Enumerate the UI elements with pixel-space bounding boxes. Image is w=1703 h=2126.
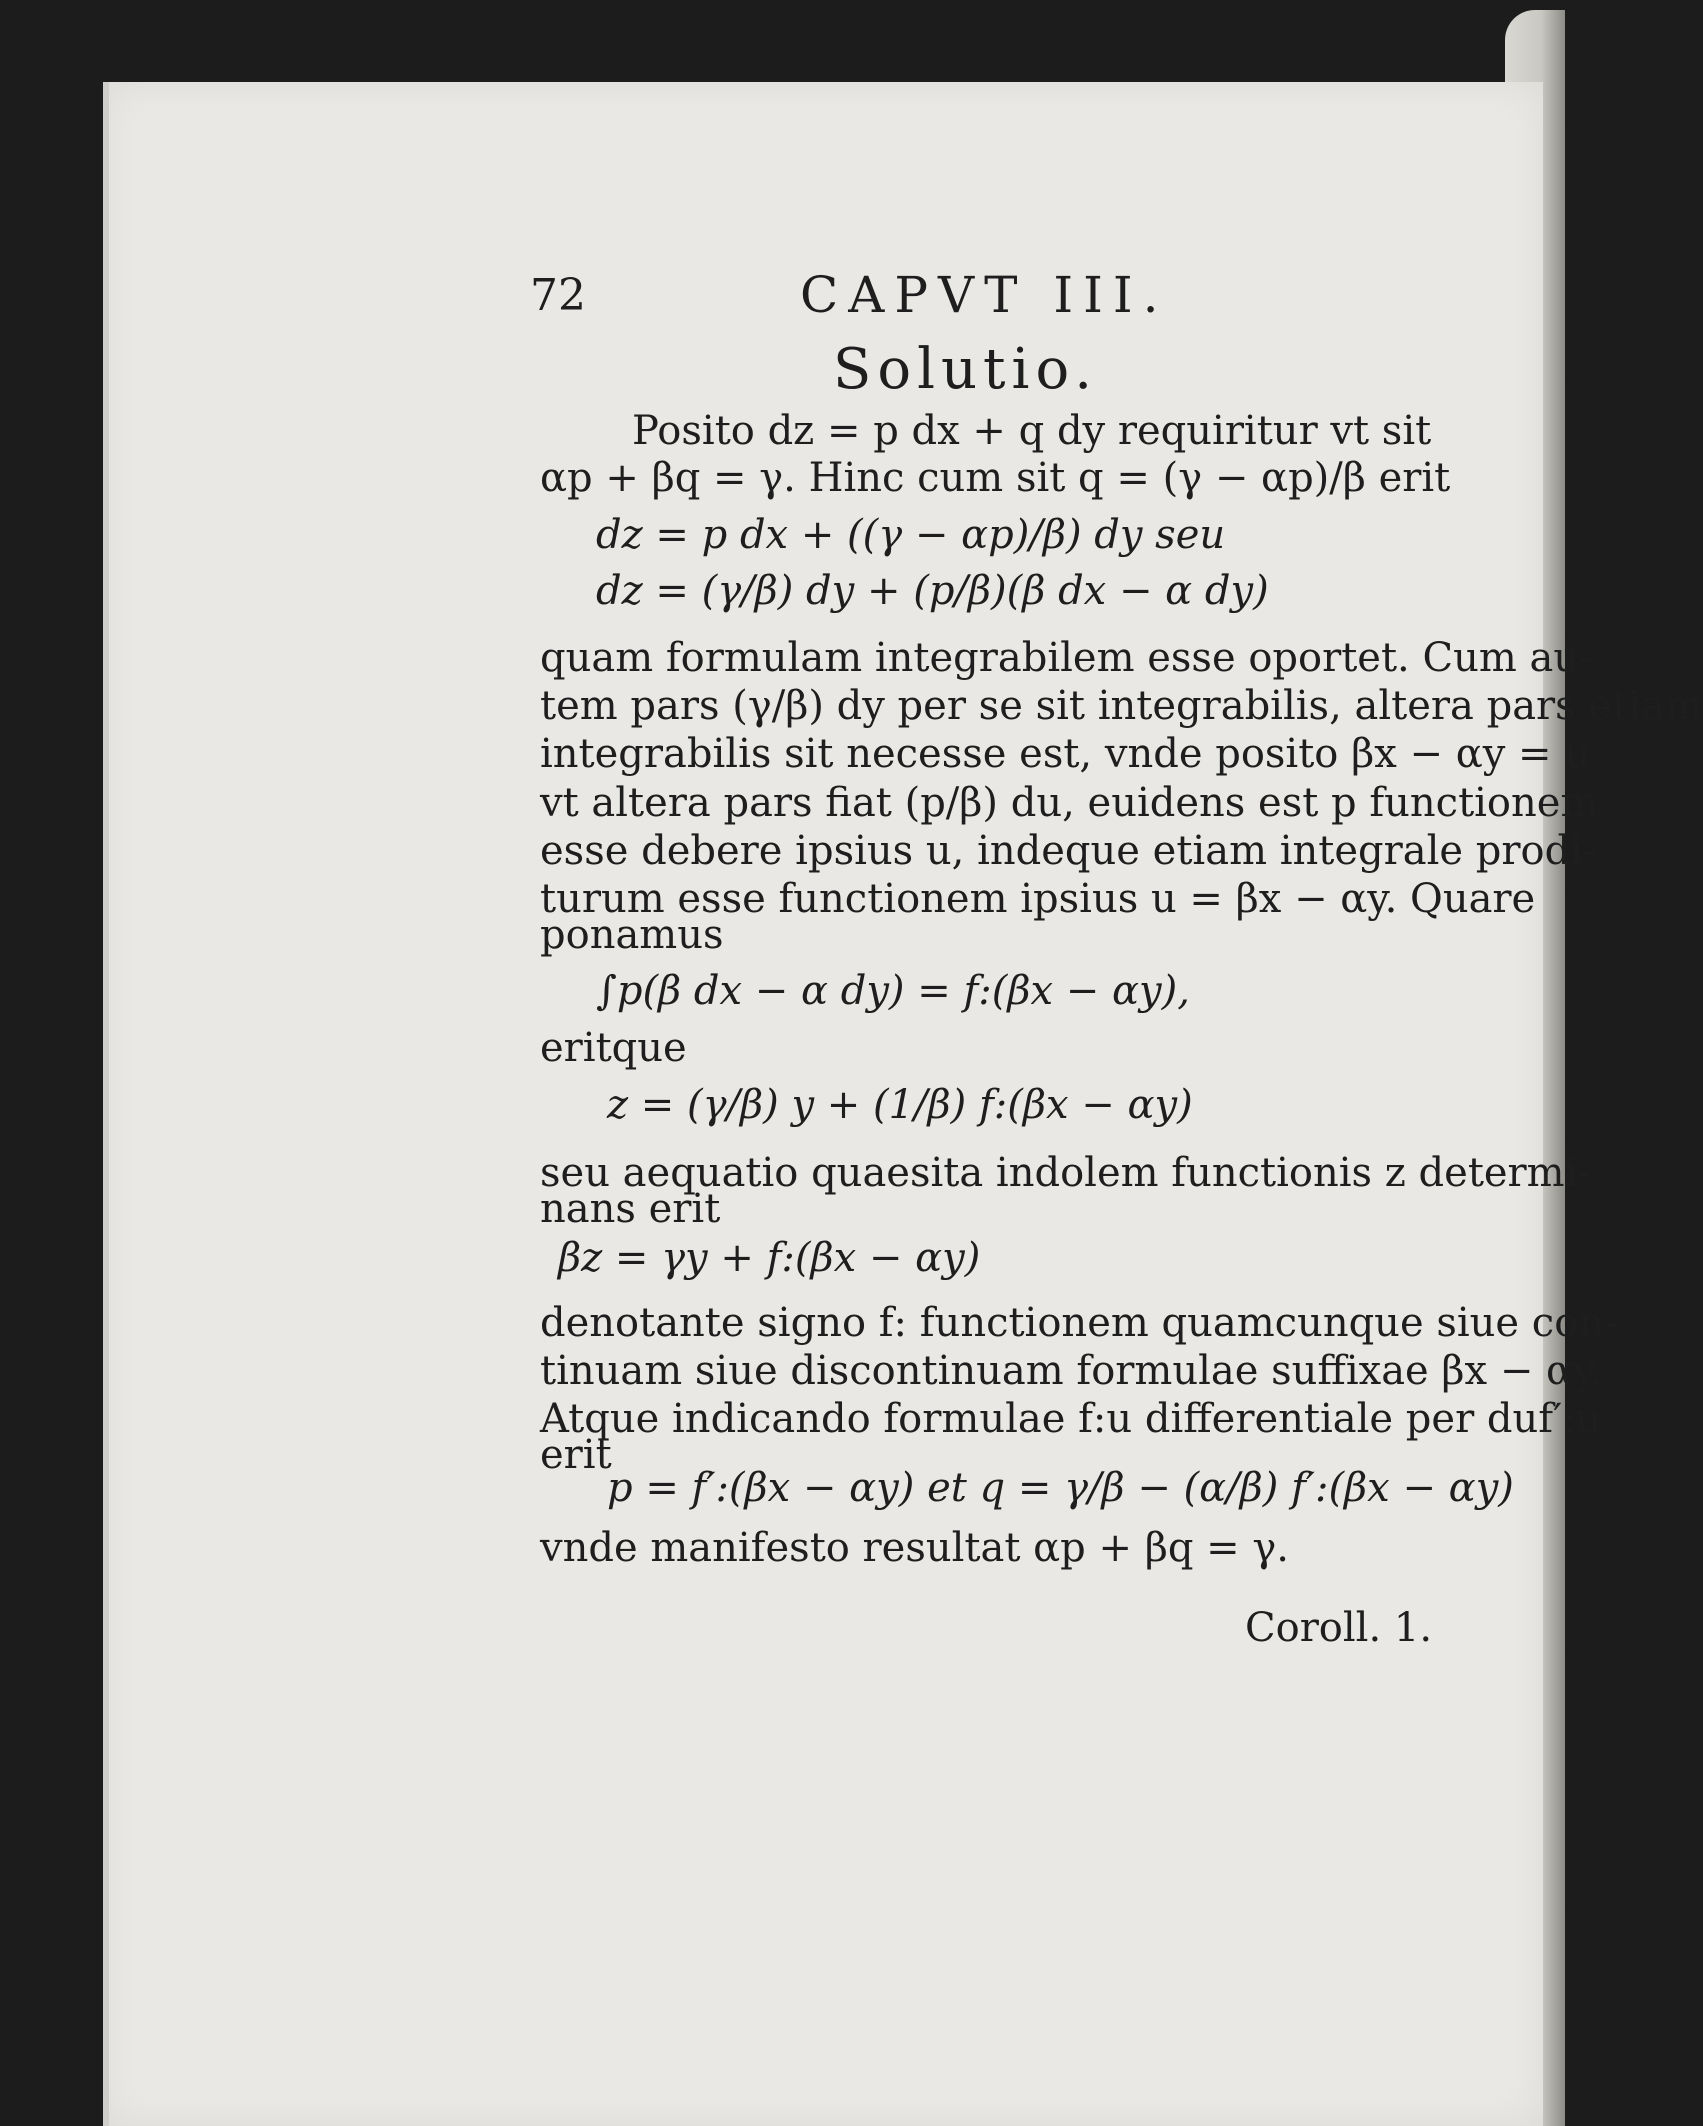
text-line-8: turum esse functionem ipsius u = βx − αy. Quare bbox=[540, 876, 1536, 922]
text-line-14: tinuam siue discontinuam formulae suffixae βx − αy. bbox=[540, 1348, 1604, 1394]
text-line-5: integrabilis sit necesse est, vnde posito βx − αy = u bbox=[540, 731, 1591, 777]
formula-4: z = (γ/β) y + (1/β) f:(βx − αy) bbox=[607, 1082, 1193, 1128]
page-number: 72 bbox=[530, 270, 586, 321]
text-line-7: esse debere ipsius u, indeque etiam integrale prodi- bbox=[540, 828, 1597, 874]
text-line-2: αp + βq = γ. Hinc cum sit q = (γ − αp)/β erit bbox=[540, 455, 1451, 501]
formula-5: βz = γy + f:(βx − αy) bbox=[558, 1235, 981, 1281]
formula-1: dz = p dx + ((γ − αp)/β) dy seu bbox=[596, 512, 1226, 558]
text-line-3: quam formulam integrabilem esse oportet. Cum au- bbox=[540, 635, 1593, 681]
text-line-1: Posito dz = p dx + q dy requiritur vt sit bbox=[632, 408, 1432, 454]
text-line-11: seu aequatio quaesita indolem functionis z determi- bbox=[540, 1150, 1591, 1196]
text-line-4: tem pars (γ/β) dy per se sit integrabilis, altera pars etiam bbox=[540, 683, 1703, 729]
formula-6: p = f′:(βx − αy) et q = γ/β − (α/β) f′:(βx − αy) bbox=[607, 1465, 1514, 1511]
chapter-title: CAPVT III. bbox=[800, 266, 1169, 324]
text-line-10: eritque bbox=[540, 1025, 687, 1071]
text-line-12: nans erit bbox=[540, 1186, 721, 1232]
section-heading: Solutio. bbox=[833, 337, 1098, 402]
catchword: Coroll. 1. bbox=[1245, 1605, 1433, 1651]
text-line-13: denotante signo f: functionem quamcunque siue con- bbox=[540, 1300, 1618, 1346]
formula-3: ∫p(β dx − α dy) = f:(βx − αy), bbox=[596, 968, 1190, 1014]
formula-2: dz = (γ/β) dy + (p/β)(β dx − α dy) bbox=[596, 568, 1269, 614]
text-line-15: Atque indicando formulae f:u differentiale per duf′:u bbox=[540, 1396, 1602, 1442]
page-edge bbox=[103, 82, 109, 2126]
text-line-16: erit bbox=[540, 1432, 612, 1478]
text-line-6: vt altera pars fiat (p/β) du, euidens est p functionem bbox=[540, 780, 1599, 826]
text-line-17: vnde manifesto resultat αp + βq = γ. bbox=[540, 1525, 1290, 1571]
text-line-9: ponamus bbox=[540, 912, 724, 958]
